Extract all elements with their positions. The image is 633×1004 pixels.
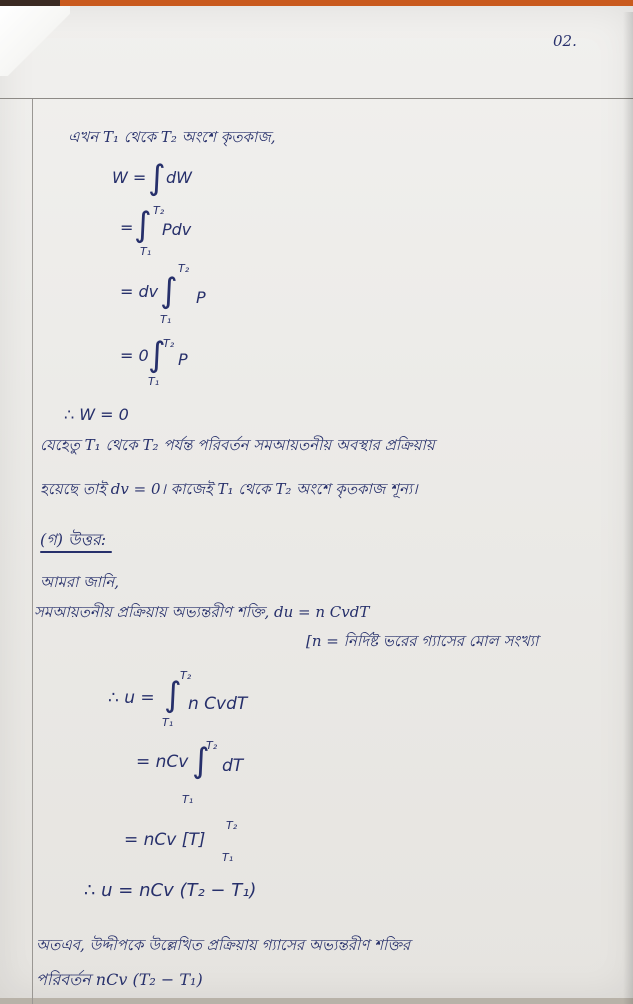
work-eq-4-lower: T₁ [148,375,160,388]
header-rule [0,98,633,99]
known-line: আমরা জানি, [40,573,119,591]
explanation-line-1: যেহেতু T₁ থেকে T₂ পর্যন্ত পরিবর্তন সমআয়তনীয় অবস্থার প্রক্রিয়ায় [40,436,435,454]
derivation-2-lhs: = nCv [136,752,189,772]
work-eq-2-upper: T₂ [153,204,165,217]
work-eq-2-integrand: Pdv [162,220,192,239]
work-eq-3-lhs: = dv [120,282,159,301]
integral-sign: ∫ [160,271,178,311]
work-eq-4-lhs: = 0 [120,346,149,365]
energy-line: সমআয়তনীয় প্রক্রিয়ায় অভ্যন্তরীণ শক্তি, du = n CvdT [34,603,370,621]
derivation-2-lower: T₁ [182,793,194,806]
margin-rule [32,99,33,1004]
work-eq-2-lower: T₁ [140,245,152,258]
derivation-3-upper: T₂ [226,819,238,832]
page-fold [0,6,70,76]
work-eq-2-lhs: = [120,218,134,237]
final-line-1: অতএব, উদ্দীপকে উল্লেখিত প্রক্রিয়ায় গ্যাসের অভ্যন্তরীণ শক্তির [36,936,411,954]
work-eq-3-lower: T₁ [160,313,172,326]
derivation-1-integrand: n CvdT [188,694,248,714]
derivation-1-lhs: ∴ u = [108,688,155,708]
integral-sign: ∫ [164,675,182,715]
derivation-1-lower: T₁ [162,716,174,729]
work-eq-3-integrand: P [196,288,206,307]
note-line: [n = নির্দিষ্ট ভরের গ্যাসের মোল সংখ্যা [306,632,539,650]
work-eq-3-upper: T₂ [178,262,190,275]
work-eq-1-rhs: dW [166,168,192,187]
answer-underline [40,551,112,553]
integral-sign: ∫ [148,158,166,198]
derivation-4: ∴ u = nCv (T₂ − T₁) [84,880,257,901]
derivation-2-upper: T₂ [206,739,218,752]
derivation-2-integrand: dT [222,756,244,776]
page-number: 02. [553,32,577,50]
derivation-3-lhs: = nCv [T] [124,830,206,850]
integral-sign: ∫ [192,741,210,781]
derivation-3-lower: T₁ [222,851,234,864]
intro-line: এখন T₁ থেকে T₂ অংশে কৃতকাজ, [68,128,276,146]
page-shadow [623,12,633,1004]
work-eq-1-lhs: W = [112,168,147,187]
work-eq-4-integrand: P [178,350,188,369]
work-conclusion: ∴ W = 0 [64,405,129,424]
work-eq-4-upper: T₂ [163,337,175,350]
integral-sign: ∫ [148,335,166,375]
notebook-page [0,6,633,998]
answer-label: (গ) উত্তর: [40,530,107,549]
final-line-2: পরিবর্তন nCv (T₂ − T₁) [36,970,203,989]
explanation-line-2: হয়েছে তাই dv = 0। কাজেই T₁ থেকে T₂ অংশে কৃতকাজ শূন্য। [40,480,418,498]
derivation-1-upper: T₂ [180,669,192,682]
integral-sign: ∫ [134,205,152,245]
